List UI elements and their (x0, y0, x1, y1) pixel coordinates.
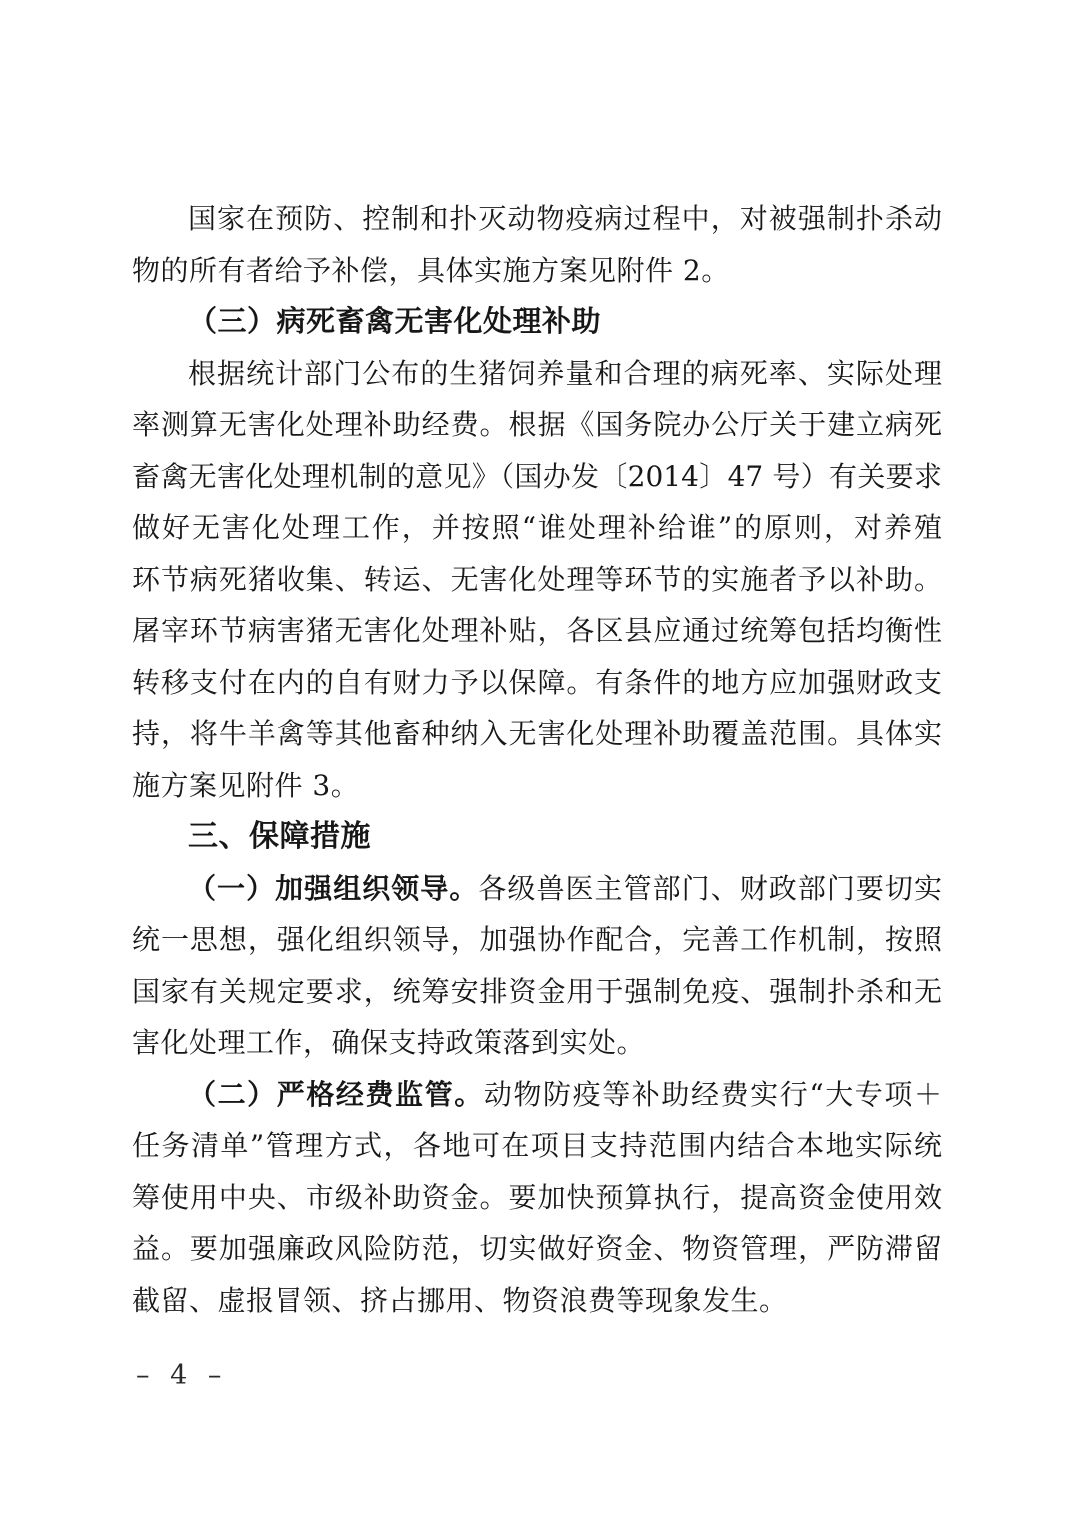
paragraph-lead-2: （二）严格经费监管。 (188, 1077, 484, 1111)
text-line: 根据统计部门公布的生猪饲养量和合理的病死率、实际处理 (188, 356, 942, 390)
text-line: 做好无害化处理工作，并按照“谁处理补给谁”的原则，对养殖 (132, 511, 942, 544)
text-line: 环节病死猪收集、转运、无害化处理等环节的实施者予以补助。 (132, 562, 942, 596)
document-body (132, 193, 942, 1326)
text-line: 筹使用中央、市级补助资金。要加快预算执行，提高资金使用效 (132, 1180, 942, 1214)
text-line: 畜禽无害化处理机制的意见》（国办发〔2014〕47 号）有关要求 (132, 459, 942, 493)
text-line: 统一思想，强化组织领导，加强协作配合，完善工作机制，按照 (132, 923, 942, 956)
text-line: 屠宰环节病害猪无害化处理补贴，各区县应通过统筹包括均衡性 (132, 614, 942, 647)
text-line: 害化处理工作，确保支持政策落到实处。 (132, 1026, 646, 1059)
section-heading-3: （三）病死畜禽无害化处理补助 (188, 304, 602, 338)
text-line: 持，将牛羊禽等其他畜种纳入无害化处理补助覆盖范围。具体实 (132, 717, 942, 750)
text-line: 施方案见附件 3。 (132, 768, 360, 802)
section-heading-safeguards: 三、保障措施 (188, 819, 371, 854)
text-line: 国家有关规定要求，统筹安排资金用于强制免疫、强制扑杀和无 (132, 974, 942, 1008)
paragraph-lead-1: （一）加强组织领导。 (188, 871, 479, 905)
paragraph-rest-1: 各级兽医主管部门、财政部门要切实 (478, 871, 942, 905)
text-line: 率测算无害化处理补助经费。根据《国务院办公厅关于建立病死 (132, 408, 942, 441)
text-line: 物的所有者给予补偿，具体实施方案见附件 2。 (132, 253, 730, 287)
text-line: 转移支付在内的自有财力予以保障。有条件的地方应加强财政支 (132, 665, 942, 699)
text-line (132, 1069, 942, 1121)
text-line (132, 863, 942, 915)
text-line: 任务清单”管理方式，各地可在项目支持范围内结合本地实际统 (132, 1129, 942, 1162)
text-line: 截留、虚报冒领、挤占挪用、物资浪费等现象发生。 (132, 1283, 788, 1317)
paragraph-rest-2: 动物防疫等补助经费实行“大专项＋ (483, 1077, 942, 1111)
text-line: 国家在预防、控制和扑灭动物疫病过程中，对被强制扑杀动 (188, 202, 942, 235)
text-line: 益。要加强廉政风险防范，切实做好资金、物资管理，严防滞留 (132, 1232, 942, 1265)
page-number: – 4 – (136, 1360, 228, 1391)
